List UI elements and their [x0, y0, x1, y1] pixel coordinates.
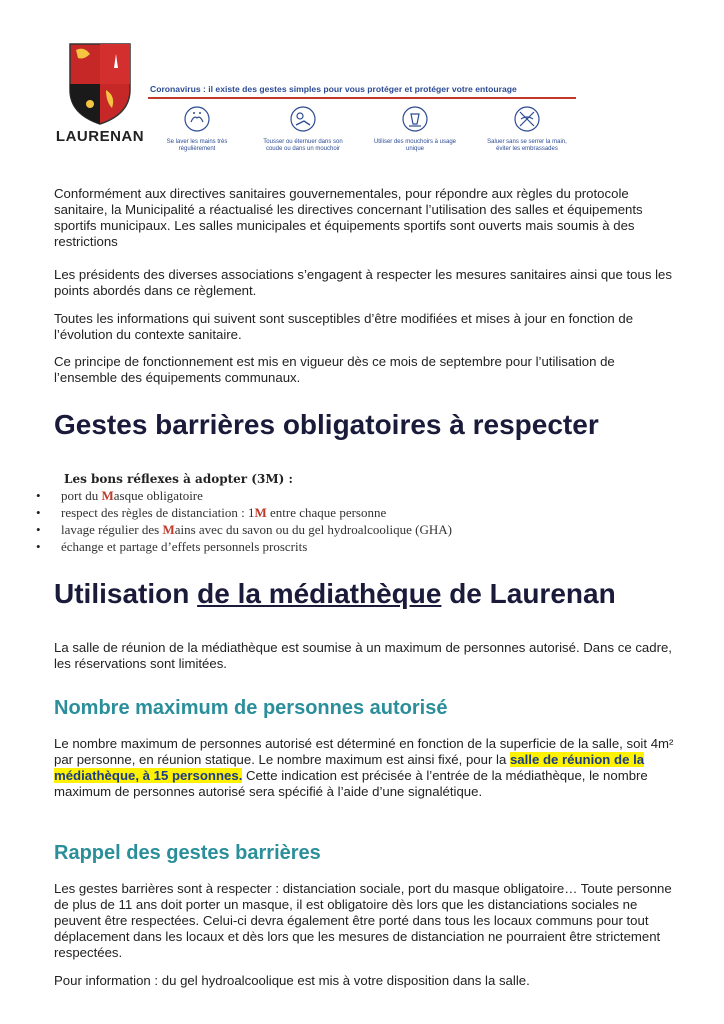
gesture-caption: Saluer sans se serrer la main, éviter les embrassades [487, 139, 567, 152]
highlighted-capacity: salle de réunion de la médiathèque, à 15 personnes. [54, 752, 645, 783]
gesture-caption: Utiliser des mouchoirs à usage unique [373, 139, 457, 152]
tissue-icon [402, 106, 428, 132]
gesture-caption: Tousser ou éternuer dans son coude ou dans un mouchoir [263, 139, 343, 152]
banner-title: Coronavirus : il existe des gestes simples pour vous protéger et protéger votre entourage [150, 84, 517, 94]
banner-divider [148, 97, 576, 99]
intro-paragraph-4: Ce principe de fonctionnement est mis en vigueur dès ce mois de septembre pour l’utilisation de l’ensemble des équipements communaux. [54, 354, 615, 385]
mediatheque-intro: La salle de réunion de la médiathèque est soumise à un maximum de personnes autorisé. Dans ce cadre, les réservations sont limitées. [54, 640, 672, 671]
gesture-caption: Se laver les mains très régulièrement [166, 139, 228, 152]
wash-hands-icon [184, 106, 210, 132]
coronavirus-banner [148, 84, 580, 164]
gesture-wash-hands [152, 106, 242, 153]
gesture-no-handshake [482, 106, 572, 153]
gesture-tissue [370, 106, 460, 153]
section-title-mediatheque: Utilisation de la médiathèque de Laurenan [54, 578, 616, 609]
list-item: • lavage régulier des Mains avec du savon ou du gel hydroalcoolique (GHA) [36, 521, 452, 538]
no-handshake-icon [514, 106, 540, 132]
max-persons-paragraph: Le nombre maximum de personnes autorisé est déterminé en fonction de la superficie de la salle, soit 4m² par personne, en réunion statique. Le nombre maximum est ainsi fixé, pour la salle de réunion de la médiathèque, à 15 personnes. Cette indication est précisée à l’entrée de la médiathèque, le nombre maximum de personnes autorisé sera spécifié à l’aide d’une signalétique. [54, 736, 674, 799]
intro-paragraph-1: Conformément aux directives sanitaires gouvernementales, pour répondre aux règles du protocole sanitaire, la Municipalité a réactualisé les directives concernant l’utilisation des salles et équipements sportifs municipaux. Les salles municipales et équipements sportifs sont ouverts mais soumis à des restrictions [54, 186, 643, 249]
info-paragraph: Pour information : du gel hydroalcoolique est mis à votre disposition dans la salle. [54, 973, 530, 988]
section-title-gestes-barrieres: Gestes barrières obligatoires à respecter [54, 409, 599, 440]
gesture-cough-elbow [258, 106, 348, 153]
reflex-subtitle: Les bons réflexes à adopter (3M) : [64, 472, 293, 486]
list-item: • respect des règles de distanciation : 1M entre chaque personne [36, 504, 452, 521]
coat-of-arms-icon [54, 40, 146, 126]
logo-text: LAURENAN [55, 128, 145, 145]
subsection-title-rappel: Rappel des gestes barrières [54, 842, 321, 864]
intro-paragraph-3: Toutes les informations qui suivent sont susceptibles d’être modifiées et mises à jour en fonction de l’évolution du contexte sanitaire. [54, 311, 634, 342]
list-item: • port du Masque obligatoire [36, 487, 452, 504]
subsection-title-max-persons: Nombre maximum de personnes autorisé [54, 697, 448, 719]
laurenan-logo [54, 40, 146, 152]
reflex-list [36, 487, 452, 555]
list-item: • échange et partage d’effets personnels proscrits [36, 538, 452, 555]
intro-paragraph-2: Les présidents des diverses associations s’engagent à respecter les mesures sanitaires ainsi que tous les points abordés dans ce règlement. [54, 267, 672, 298]
cough-elbow-icon [290, 106, 316, 132]
rappel-paragraph: Les gestes barrières sont à respecter : distanciation sociale, port du masque obligatoire… Toute personne de plus de 11 ans doit porter un masque, il est obligatoire dès lors que les distanciations sociales ne peuvent être respectées. Celui-ci devra également être porté dans tous les locaux communs pour tout déplacement dans les locaux et dès lors que les mesures de distanciation ne pourraient être strictement respectées. [54, 881, 672, 960]
